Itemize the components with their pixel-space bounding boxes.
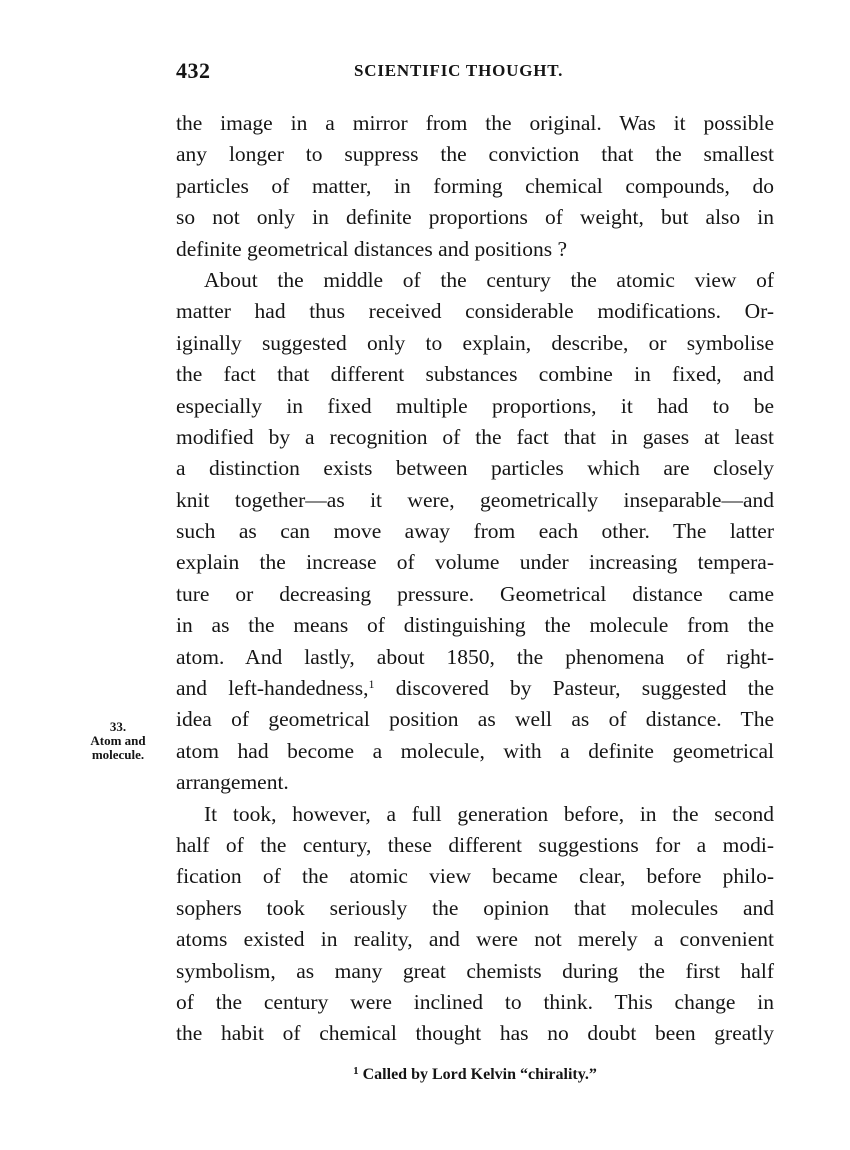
text-line: matter had thus received considerable modifications. Or- — [176, 299, 774, 324]
text-line: such as can move away from each other. The latter — [176, 519, 774, 544]
footnote-marker: 1 — [353, 1065, 359, 1077]
text-line: atoms existed in reality, and were not merely a convenient — [176, 927, 774, 952]
text-line: modified by a recognition of the fact that in gases at least — [176, 424, 774, 449]
text-line: iginally suggested only to explain, describe, or symbolise — [176, 330, 774, 355]
text-line: any longer to suppress the conviction that the smallest — [176, 142, 774, 167]
text-line: especially in fixed multiple proportions, it had to be — [176, 393, 774, 418]
text-fragment: discovered by Pasteur, suggested the — [374, 676, 775, 701]
page-header — [176, 58, 776, 92]
text-line: About the middle of the century the atomic view of — [204, 267, 774, 292]
text-line: symbolism, as many great chemists during the first half — [176, 958, 774, 983]
margin-note-number: 33. — [109, 719, 127, 734]
text-line: atom had become a molecule, with a definite geometrical — [176, 738, 774, 763]
page-number: 432 — [176, 58, 211, 83]
text-line: arrangement. — [176, 770, 289, 795]
text-line: the image in a mirror from the original. Was it possible — [176, 111, 774, 135]
text-line-with-footnote — [176, 673, 774, 704]
text-line: of the century were inclined to think. This change in — [176, 989, 774, 1014]
text-line: in as the means of distinguishing the molecule from the — [176, 613, 774, 638]
footnote — [176, 1066, 774, 1084]
body-text — [176, 108, 774, 1050]
text-line: It took, however, a full generation before, in the second — [204, 801, 774, 826]
text-line: the habit of chemical thought has no doubt been greatly — [176, 1021, 774, 1046]
footnote-reference: 1 — [368, 677, 375, 692]
margin-note-line: molecule. — [91, 747, 145, 762]
text-line: definite geometrical distances and positions ? — [176, 236, 568, 261]
margin-note-line: Atom and — [90, 733, 146, 748]
text-line: ture or decreasing pressure. Geometrical distance came — [176, 581, 774, 606]
text-line: atom. And lastly, about 1850, the phenomena of right- — [176, 644, 774, 669]
text-line: so not only in definite proportions of weight, but also in — [176, 205, 774, 230]
text-fragment: and left-handedness, — [176, 676, 369, 701]
footnote-text: Called by Lord Kelvin “chirality.” — [358, 1066, 597, 1083]
text-line: a distinction exists between particles which are closely — [176, 456, 774, 481]
text-line: knit together—as it were, geometrically inseparable—and — [176, 487, 774, 512]
text-line: sophers took seriously the opinion that molecules and — [176, 895, 774, 920]
text-line: explain the increase of volume under increasing tempera- — [176, 550, 774, 575]
running-head: SCIENTIFIC THOUGHT. — [354, 61, 564, 80]
text-line: idea of geometrical position as well as of distance. The — [176, 707, 774, 732]
text-line: half of the century, these different suggestions for a modi- — [176, 832, 774, 857]
margin-note — [70, 720, 166, 762]
text-line: the fact that different substances combine in fixed, and — [176, 362, 774, 387]
text-line: fication of the atomic view became clear, before philo- — [176, 864, 774, 889]
text-line: particles of matter, in forming chemical compounds, do — [176, 173, 774, 198]
